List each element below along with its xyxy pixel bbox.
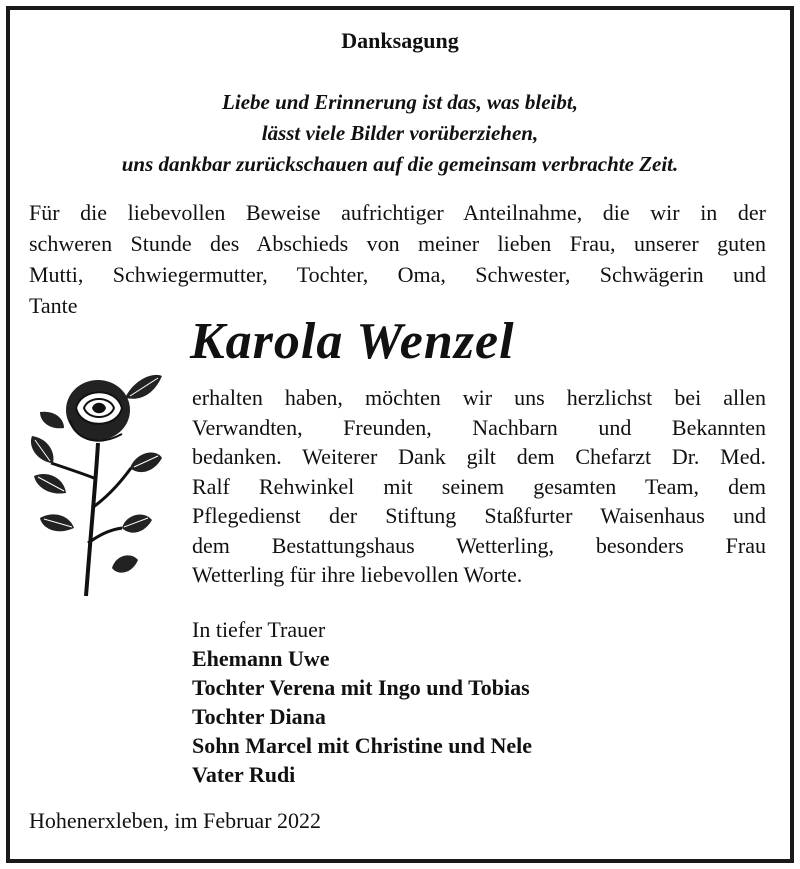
place-date: Hohenerxleben, im Februar 2022 [29, 808, 322, 833]
poem-line: uns dankbar zurückschauen auf die gemeinsam verbrachte Zeit. [121, 152, 679, 176]
thanks-line: dem Bestattungshaus Wetterling, besonders Frau [192, 532, 766, 558]
family-member: Tochter Verena mit Ingo und Tobias [192, 675, 530, 700]
intro-line: Tante [29, 293, 78, 318]
poem [0, 87, 800, 180]
thanks-line: erhalten haben, möchten wir uns herzlichst bei allen [192, 385, 766, 410]
mourners-block [192, 615, 532, 789]
mourning-lead: In tiefer Trauer [192, 617, 326, 642]
family-member: Vater Rudi [192, 762, 296, 787]
poem-line: Liebe und Erinnerung ist das, was bleibt, [222, 90, 578, 114]
thanks-line: Pflegedienst der Stiftung Staßfurter Waisenhaus und [192, 503, 766, 528]
family-member: Tochter Diana [192, 704, 326, 729]
intro-paragraph [29, 197, 766, 321]
family-member: Ehemann Uwe [192, 646, 330, 671]
intro-line: schweren Stunde des Abschieds von meiner lieben Frau, unserer guten [29, 231, 766, 256]
intro-line: Mutti, Schwiegermutter, Tochter, Oma, Schwester, Schwägerin und [29, 262, 766, 287]
poem-line: lässt viele Bilder vorüberziehen, [261, 121, 539, 145]
intro-line: Für die liebevollen Beweise aufrichtiger Anteilnahme, die wir in der [29, 200, 766, 225]
rose-icon [26, 368, 166, 598]
thanks-paragraph [192, 383, 766, 590]
deceased-name: Karola Wenzel [190, 313, 515, 370]
thanks-line: bedanken. Weiterer Dank gilt dem Chefarzt Dr. Med. [192, 444, 766, 469]
family-member: Sohn Marcel mit Christine und Nele [192, 733, 532, 758]
thanks-line: Wetterling für ihre liebevollen Worte. [192, 562, 523, 587]
thanks-line: Verwandten, Freunden, Nachbarn und Bekannten [192, 414, 766, 440]
thanks-line: Ralf Rehwinkel mit seinem gesamten Team, dem [192, 473, 766, 499]
notice-heading: Danksagung [341, 28, 459, 53]
